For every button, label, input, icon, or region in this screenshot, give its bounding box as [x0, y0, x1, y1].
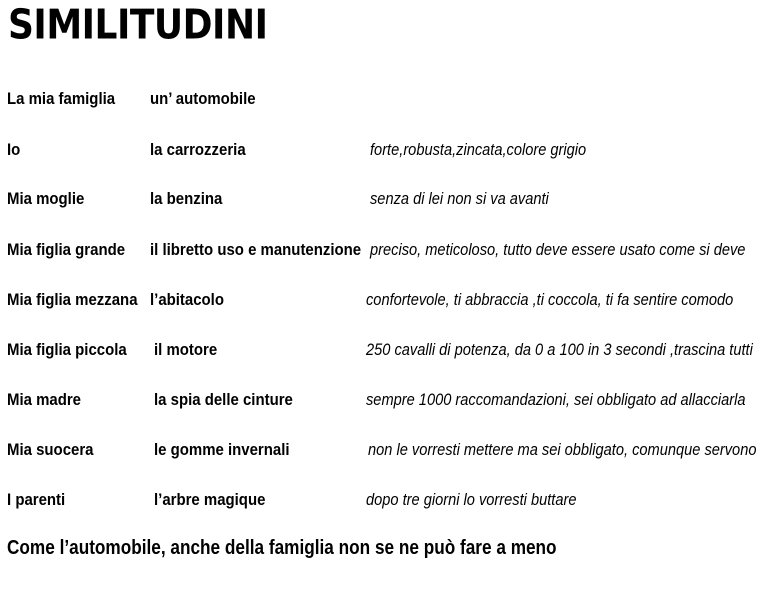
list-item	[0, 138, 759, 164]
car-part-label: la benzina	[150, 189, 223, 208]
list-item	[0, 338, 759, 364]
list-item	[0, 488, 759, 514]
car-part-label: la spia delle cinture	[154, 390, 293, 409]
list-item	[0, 187, 759, 213]
description-text: sempre 1000 raccomandazioni, sei obbligato ad allacciarla	[366, 390, 746, 409]
description-text: non le vorresti mettere ma sei obbligato, comunque servono	[368, 440, 757, 459]
list-item	[0, 438, 759, 464]
description-text: senza di lei non si va avanti	[370, 189, 549, 208]
person-label: Mia figlia piccola	[7, 340, 127, 359]
list-item	[0, 87, 759, 113]
person-label: Mia suocera	[7, 440, 94, 459]
person-label: I parenti	[7, 490, 66, 509]
description-text: dopo tre giorni lo vorresti buttare	[366, 490, 577, 509]
person-label: Mia moglie	[7, 189, 85, 208]
car-part-label: la carrozzeria	[150, 140, 246, 159]
list-item	[0, 388, 759, 414]
car-part-label: il libretto uso e manutenzione	[150, 240, 362, 259]
car-part-label: l’abitacolo	[150, 290, 224, 309]
car-part-label: l’arbre magique	[154, 490, 266, 509]
person-label: Mia madre	[7, 390, 82, 409]
description-text: forte,robusta,zincata,colore grigio	[370, 140, 587, 159]
list-item	[0, 238, 759, 264]
car-part-label: il motore	[154, 340, 218, 359]
person-label: Mia figlia grande	[7, 240, 126, 259]
list-item	[0, 288, 759, 314]
person-label: Io	[7, 140, 21, 159]
description-text: confortevole, ti abbraccia ,ti coccola, ti fa sentire comodo	[366, 290, 734, 309]
person-label: La mia famiglia	[7, 89, 116, 108]
person-label: Mia figlia mezzana	[7, 290, 138, 309]
description-text: 250 cavalli di potenza, da 0 a 100 in 3 secondi ,trascina tutti	[366, 340, 753, 359]
conclusion-text: Come l’automobile, anche della famiglia non se ne può fare a meno	[7, 537, 557, 559]
car-part-label: un’ automobile	[150, 89, 256, 108]
car-part-label: le gomme invernali	[154, 440, 290, 459]
page-title: SIMILITUDINI	[8, 1, 268, 50]
description-text: preciso, meticoloso, tutto deve essere usato come si deve	[370, 240, 746, 259]
